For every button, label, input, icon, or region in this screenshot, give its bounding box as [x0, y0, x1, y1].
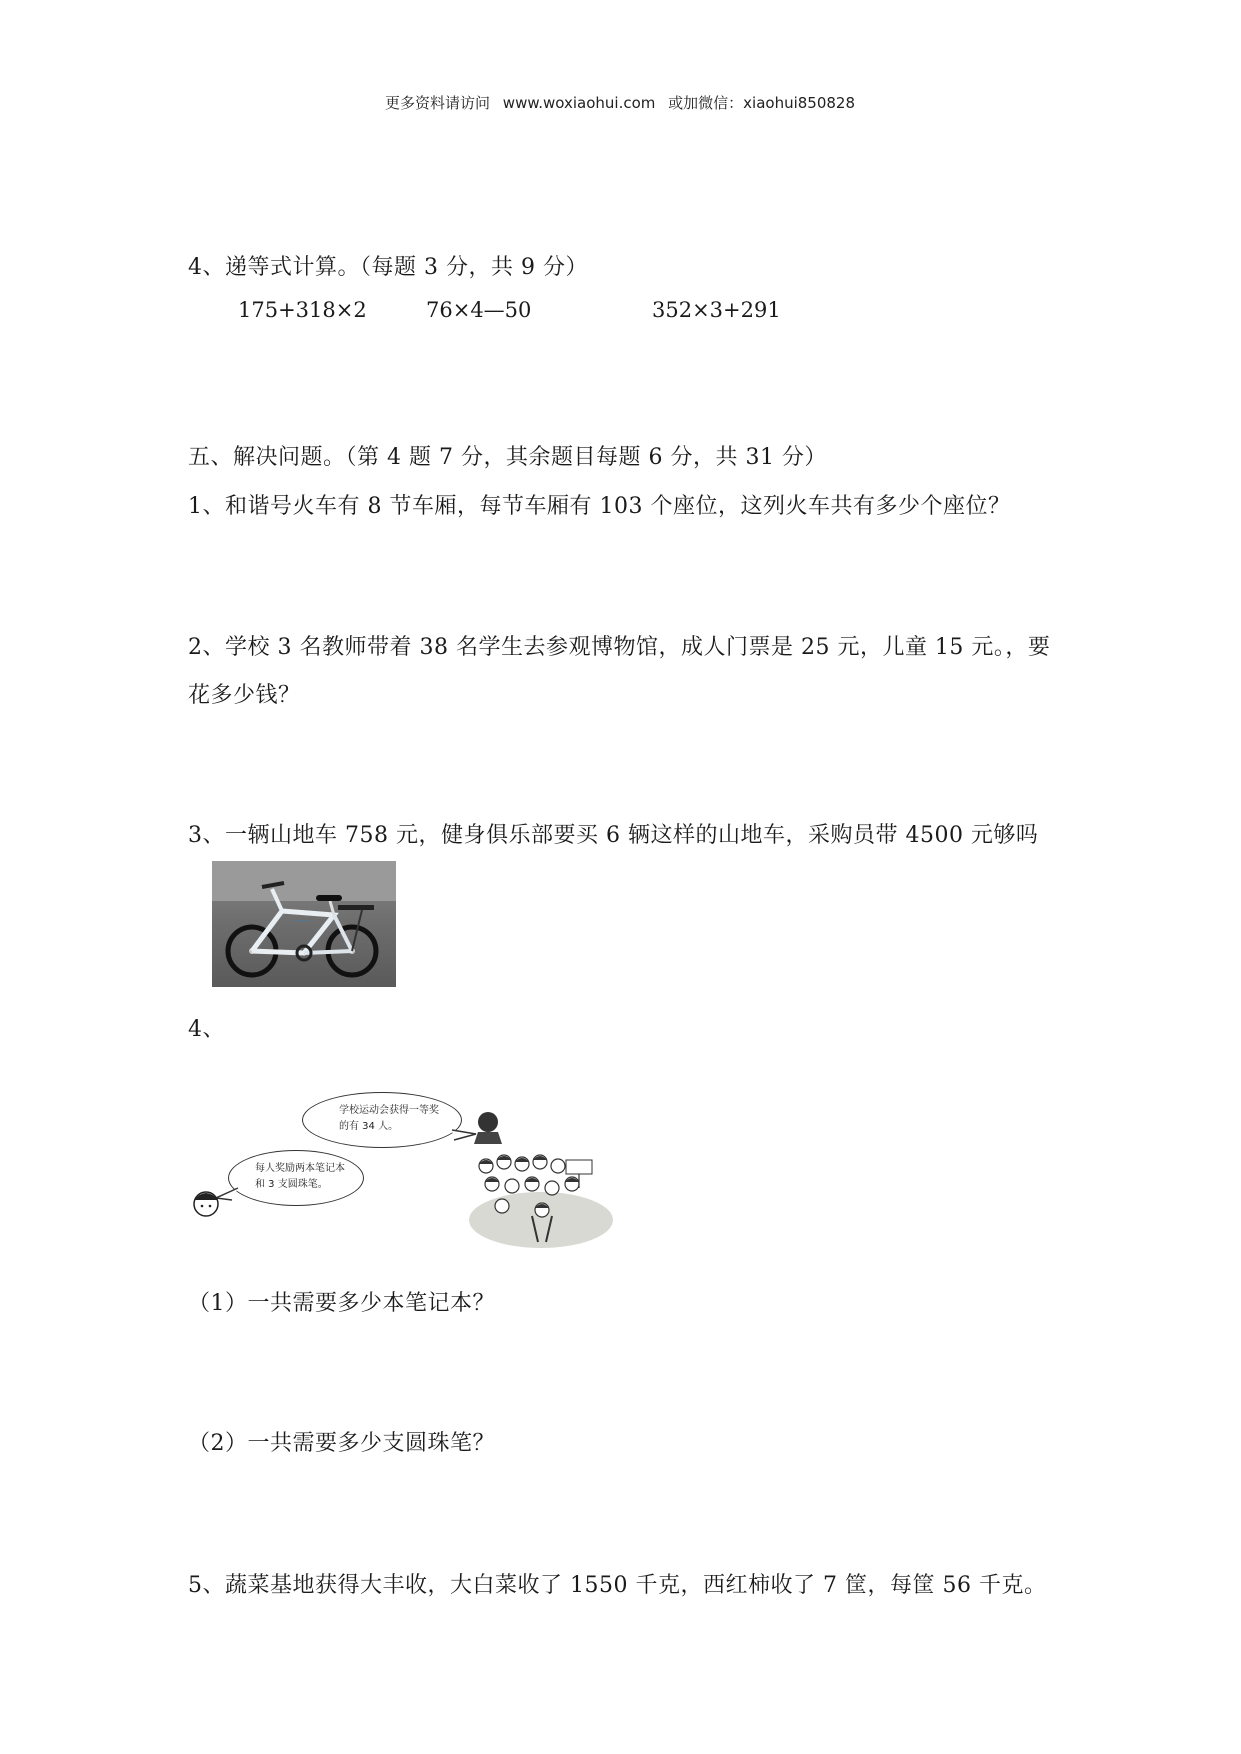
- question-4-sub-2: （2）一共需要多少支圆珠笔？: [188, 1431, 495, 1456]
- page-header: [385, 92, 855, 113]
- bicycle-photo: [212, 861, 396, 987]
- question-2-line-2: 花多少钱？: [188, 683, 301, 708]
- question-3: 3、一辆山地车 758 元，健身俱乐部要买 6 辆这样的山地车，采购员带 4500 元够吗: [188, 823, 1039, 848]
- header-site: www.woxiaohui.com: [502, 94, 656, 112]
- header-prefix: 更多资料请访问: [385, 94, 491, 112]
- bicycle-icon: [212, 861, 396, 987]
- expression-1: 175+318×2: [238, 298, 367, 322]
- svg-text:~~~: ~~~: [294, 917, 312, 925]
- section4-title: 4、递等式计算。（每题 3 分，共 9 分）: [188, 255, 588, 280]
- section5-title: 五、解决问题。（第 4 题 7 分，其余题目每题 6 分，共 31 分）: [188, 445, 827, 470]
- question-4-sub-1: （1）一共需要多少本笔记本？: [188, 1291, 495, 1316]
- question-4-label: 4、: [188, 1017, 225, 1042]
- teacher-head-icon: [474, 1112, 502, 1144]
- expression-3: 352×3+291: [652, 298, 781, 322]
- question-5: 5、蔬菜基地获得大丰收，大白菜收了 1550 千克，西红柿收了 7 筐，每筐 56 千克。: [188, 1573, 1047, 1598]
- header-wechat: 或加微信：xiaohui850828: [668, 94, 856, 112]
- cartoon-illustration: [186, 1092, 616, 1252]
- speech-bubble-2: [228, 1150, 364, 1206]
- question-1: 1、和谐号火车有 8 节车厢，每节车厢有 103 个座位，这列火车共有多少个座位？: [188, 494, 1011, 519]
- boy-head-icon: [194, 1192, 218, 1216]
- speech-bubble-1: [302, 1092, 462, 1148]
- expression-2: 76×4—50: [426, 298, 532, 322]
- question-2-line-1: 2、学校 3 名教师带着 38 名学生去参观博物馆，成人门票是 25 元，儿童 15 元。，要: [188, 635, 1051, 660]
- speech-bubble-2-text: 每人奖励两本笔记本和 3 支圆珠笔。: [255, 1163, 345, 1190]
- speech-bubble-1-text: 学校运动会获得一等奖的有 34 人。: [339, 1105, 439, 1132]
